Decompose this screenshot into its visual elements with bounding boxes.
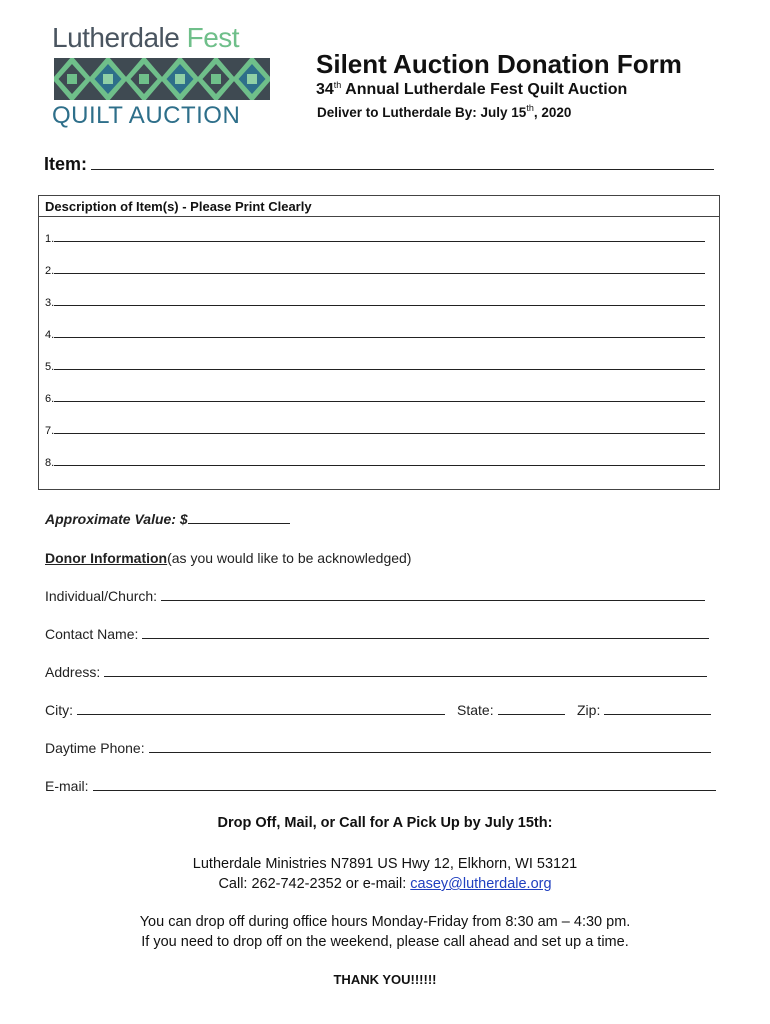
- description-input-line[interactable]: [54, 393, 705, 402]
- individual-church-label: Individual/Church:: [45, 588, 158, 604]
- weekend-note: If you need to drop off on the weekend, please call ahead and set up a time.: [141, 934, 629, 950]
- zip-field[interactable]: [577, 702, 711, 718]
- description-line-number: 6.: [45, 393, 55, 405]
- email-label: E-mail:: [45, 778, 89, 794]
- description-input-line[interactable]: [54, 425, 705, 434]
- description-line-6[interactable]: [45, 393, 705, 405]
- mailing-address: Lutherdale Ministries N7891 US Hwy 12, Elkhorn, WI 53121: [192, 856, 578, 872]
- description-line-number: 5.: [45, 361, 55, 373]
- donor-information-heading: Donor Information (as you would like to be acknowledged): [45, 550, 412, 566]
- description-line-number: 4.: [45, 329, 55, 341]
- donor-note: (as you would like to be acknowledged): [167, 550, 412, 566]
- logo-title: Lutherdale Fest: [52, 22, 240, 53]
- description-heading: Description of Item(s) - Please Print Clearly: [39, 196, 719, 217]
- description-input-line[interactable]: [54, 329, 705, 338]
- logo-subtitle: QUILT AUCTION: [52, 102, 241, 129]
- description-line-number: 2.: [45, 265, 55, 277]
- description-line-3[interactable]: [45, 297, 705, 309]
- description-box: [38, 195, 720, 490]
- description-line-8[interactable]: [45, 457, 705, 469]
- contact-name-input-line[interactable]: [142, 627, 709, 639]
- address-field[interactable]: [45, 664, 707, 680]
- city-input-line[interactable]: [77, 703, 445, 715]
- description-line-5[interactable]: [45, 361, 705, 373]
- description-line-4[interactable]: [45, 329, 705, 341]
- description-input-line[interactable]: [54, 233, 705, 242]
- address-input-line[interactable]: [104, 665, 707, 677]
- description-input-line[interactable]: [54, 297, 705, 306]
- contact-name-label: Contact Name:: [45, 626, 139, 642]
- contact-name-field[interactable]: [45, 626, 709, 642]
- description-input-line[interactable]: [54, 361, 705, 370]
- form-subtitle: 34th Annual Lutherdale Fest Quilt Auction: [316, 80, 628, 98]
- email-input-line[interactable]: [93, 779, 716, 791]
- email-link[interactable]: casey@lutherdale.org: [410, 876, 552, 892]
- description-input-line[interactable]: [54, 265, 705, 274]
- approx-value-input-line[interactable]: [188, 512, 290, 524]
- daytime-phone-input-line[interactable]: [149, 741, 711, 753]
- daytime-phone-field[interactable]: [45, 740, 711, 756]
- description-line-number: 1.: [45, 233, 55, 245]
- approx-value-label: Approximate Value: $: [45, 511, 188, 527]
- daytime-phone-label: Daytime Phone:: [45, 740, 145, 756]
- office-hours: You can drop off during office hours Monday-Friday from 8:30 am – 4:30 pm.: [139, 914, 631, 930]
- description-line-number: 8.: [45, 457, 55, 469]
- city-label: City:: [45, 702, 73, 718]
- individual-church-field[interactable]: [45, 588, 705, 604]
- description-input-line[interactable]: [54, 457, 705, 466]
- item-field[interactable]: [44, 154, 714, 175]
- description-line-number: 3.: [45, 297, 55, 309]
- zip-input-line[interactable]: [604, 703, 711, 715]
- state-input-line[interactable]: [498, 703, 565, 715]
- address-label: Address:: [45, 664, 101, 680]
- state-field[interactable]: [457, 702, 565, 718]
- call-or-email: Call: 262-742-2352 or e-mail: casey@lutherdale.org: [218, 876, 552, 892]
- lutherdale-fest-logo: [52, 24, 274, 130]
- state-label: State:: [457, 702, 494, 718]
- description-line-7[interactable]: [45, 425, 705, 437]
- thank-you: THANK YOU!!!!!!: [333, 972, 437, 987]
- dropoff-heading: Drop Off, Mail, or Call for A Pick Up by July 15th:: [217, 815, 553, 831]
- item-input-line[interactable]: [91, 156, 714, 170]
- zip-label: Zip:: [577, 702, 601, 718]
- description-line-number: 7.: [45, 425, 55, 437]
- city-field[interactable]: [45, 702, 445, 718]
- email-field[interactable]: [45, 778, 716, 794]
- individual-church-input-line[interactable]: [161, 589, 705, 601]
- approx-value-field[interactable]: [45, 511, 315, 527]
- delivery-deadline: Deliver to Lutherdale By: July 15th, 2020: [317, 103, 572, 120]
- description-line-1[interactable]: [45, 233, 705, 245]
- item-label: Item:: [44, 154, 88, 174]
- form-title: Silent Auction Donation Form: [316, 49, 682, 79]
- description-line-2[interactable]: [45, 265, 705, 277]
